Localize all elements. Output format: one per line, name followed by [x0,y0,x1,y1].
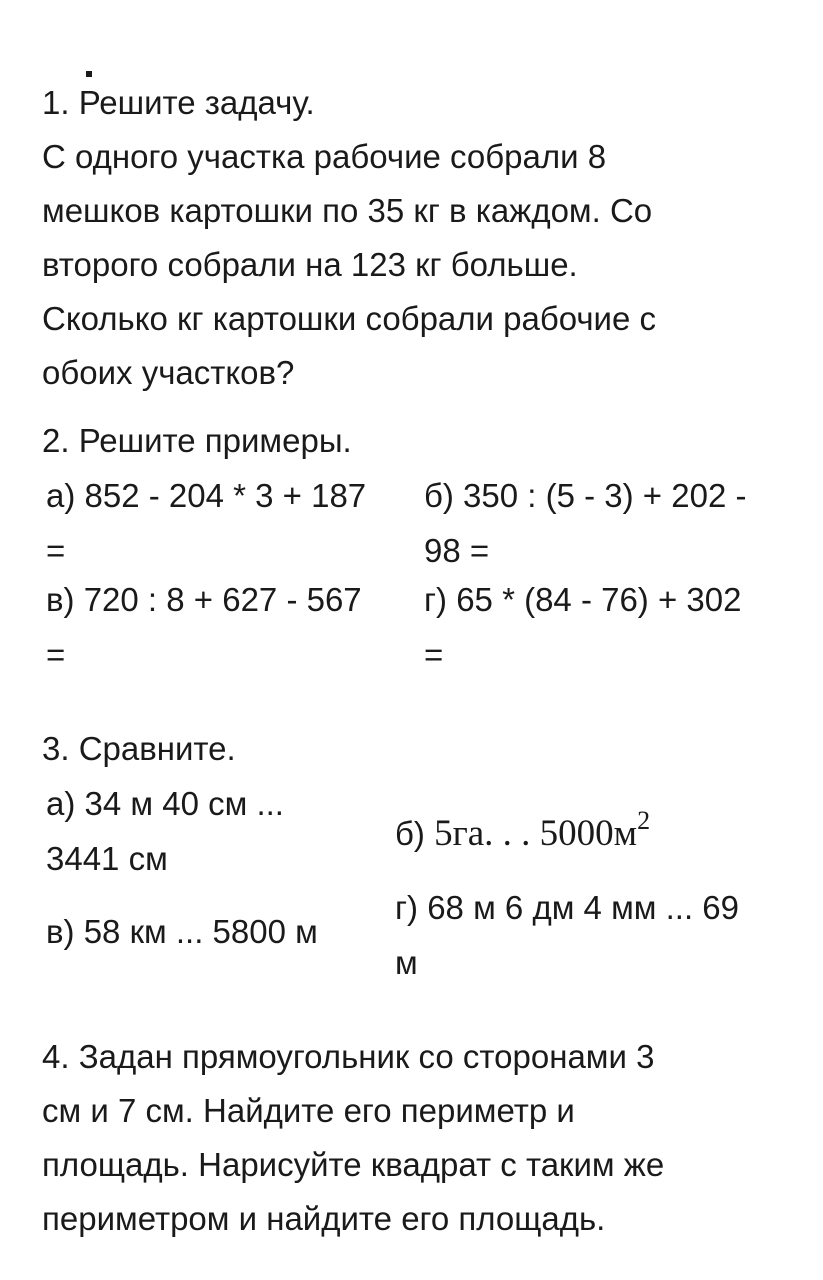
example-text: г) 65 * (84 - 76) + 302 [424,581,742,618]
task-2-example-a [46,468,366,578]
task-1-line: С одного участка рабочие собрали 8 [42,138,607,175]
task-3-title: 3. Сравните. [42,730,236,767]
task-3-compare-b [395,806,650,864]
task-1 [42,76,656,400]
task-4 [42,1030,664,1246]
example-text: в) 720 : 8 + 627 - 567 [46,581,362,618]
compare-text: г) 68 м 6 дм 4 мм ... 69 [395,889,740,926]
task-4-line: периметром и найдите его площадь. [42,1200,606,1237]
task-3-compare-g [395,880,739,990]
example-text: б) 350 : (5 - 3) + 202 - [424,477,747,514]
task-4-line: см и 7 см. Найдите его периметр и [42,1092,575,1129]
task-1-line: Сколько кг картошки собрали рабочие с [42,300,657,337]
example-equals: = [46,636,66,673]
compare-text: м [395,944,418,981]
task-2-example-v [46,572,362,682]
example-equals: = [424,636,444,673]
task-1-title: 1. Решите задачу. [42,84,315,121]
task-3-compare-v: в) 58 км ... 5800 м [46,913,318,950]
task-2-title: 2. Решите примеры. [42,422,352,459]
example-equals: 98 = [424,532,490,569]
compare-text: 3441 см [46,840,168,877]
task-2-example-g [424,572,741,682]
task-1-line: обоих участков? [42,354,295,391]
example-text: а) 852 - 204 * 3 + 187 [46,477,367,514]
task-4-line: площадь. Нарисуйте квадрат с таким же [42,1146,665,1183]
compare-text: а) 34 м 40 см ... [46,785,284,822]
compare-formula: 5га. . . 5000м [434,813,638,854]
task-1-line: мешков картошки по 35 кг в каждом. Со [42,192,653,229]
task-2-example-b [424,468,746,578]
task-4-line: 4. Задан прямоугольник со сторонами 3 [42,1038,655,1075]
compare-label: б) [395,815,435,852]
task-1-line: второго собрали на 123 кг больше. [42,246,578,283]
task-3-compare-a [46,776,284,886]
example-equals: = [46,532,66,569]
superscript-exponent: 2 [637,806,651,835]
